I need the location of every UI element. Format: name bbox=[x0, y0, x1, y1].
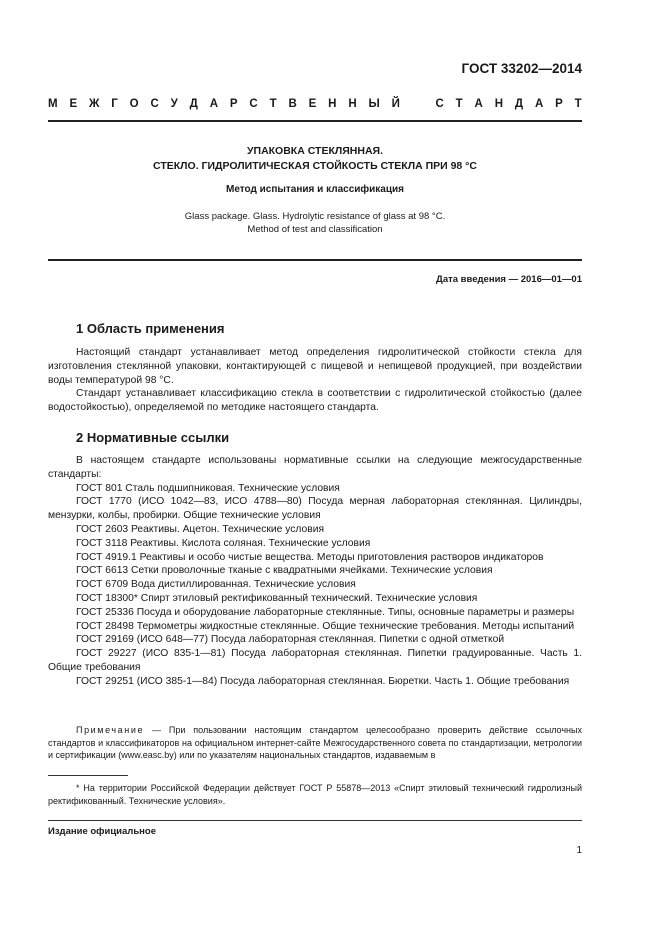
page-number: 1 bbox=[576, 845, 582, 856]
reference-item: ГОСТ 25336 Посуда и оборудование лабораторные стеклянные. Типы, основные параметры и размеры bbox=[76, 606, 575, 618]
banner-letter: А bbox=[474, 98, 483, 110]
title-line-1: УПАКОВКА СТЕКЛЯННАЯ. bbox=[246, 145, 383, 157]
reference-item: ГОСТ 29169 (ИСО 648—77) Посуда лабораторная стеклянная. Пипетки с одной отметкой bbox=[76, 634, 505, 646]
section-2-heading: 2 Нормативные ссылки bbox=[76, 430, 230, 445]
reference-item: ГОСТ 6709 Вода дистиллированная. Технические условия bbox=[76, 579, 356, 591]
english-title bbox=[48, 210, 582, 236]
document-subtitle: Метод испытания и классификация bbox=[225, 184, 404, 195]
note bbox=[48, 724, 582, 762]
banner-letter: Р bbox=[555, 98, 563, 110]
banner-letter: Й bbox=[391, 98, 400, 110]
bottom-rule bbox=[48, 820, 582, 821]
banner-letter: Н bbox=[328, 98, 337, 110]
banner-letter: Т bbox=[574, 98, 582, 110]
normative-references-list bbox=[48, 482, 582, 689]
reference-item: ГОСТ 4919.1 Реактивы и особо чистые вещества. Методы приготовления растворов индикаторов bbox=[76, 551, 544, 563]
banner-letter: С bbox=[249, 98, 258, 110]
reference-item: ГОСТ 801 Сталь подшипниковая. Технические условия bbox=[76, 482, 340, 494]
banner-letter: Ы bbox=[368, 98, 380, 110]
footnote-text: * На территории Российской Федерации действует ГОСТ Р 55878—2013 «Спирт этиловый технический гидролизный ректификованный. Технические условия». bbox=[48, 783, 582, 806]
banner-letter: С bbox=[150, 98, 159, 110]
banner-letter: Н bbox=[494, 98, 504, 110]
banner-letter: Е bbox=[69, 98, 78, 110]
banner-letter: С bbox=[435, 98, 444, 110]
note-label: Примечание bbox=[76, 725, 145, 735]
banner-letter: Н bbox=[348, 98, 357, 110]
interstate-standard-banner bbox=[48, 98, 582, 110]
middle-rule bbox=[48, 259, 582, 261]
document-code: ГОСТ 33202—2014 bbox=[461, 61, 582, 76]
document-title bbox=[48, 144, 582, 174]
reference-item: ГОСТ 2603 Реактивы. Ацетон. Технические условия bbox=[76, 523, 325, 535]
note-text: — При пользовании настоящим стандартом целесообразно проверить действие ссылочных стандартов и классификаторов на официальном интернет-сайте Межгосударственного совета по стандартизации, метрологии и сертификации (www.easc.by) или по указателям национальных стандартов, издаваемым в bbox=[48, 725, 582, 760]
introduction-date: Дата введения — 2016—01—01 bbox=[436, 274, 582, 285]
banner-letter: О bbox=[129, 98, 139, 110]
banner-letter: Р bbox=[229, 98, 238, 110]
section-1-paragraph-2: Стандарт устанавливает классификацию стекла в соответствии с гидролитической стойкостью (далее водостойкостью), определяемой по методике настоящего стандарта. bbox=[48, 388, 582, 414]
banner-letter: Д bbox=[189, 98, 198, 110]
footnote-rule bbox=[48, 775, 128, 776]
reference-item: ГОСТ 18300* Спирт этиловый ректификованный технический. Технические условия bbox=[76, 592, 478, 604]
top-rule bbox=[48, 120, 582, 122]
section-1-body bbox=[48, 346, 582, 415]
banner-letter: А bbox=[534, 98, 544, 110]
english-title-line-2: Method of test and classification bbox=[247, 224, 383, 235]
banner-letter: Е bbox=[308, 98, 317, 110]
banner-letter: Т bbox=[269, 98, 277, 110]
reference-item: ГОСТ 6613 Сетки проволочные тканые с квадратными ячейками. Технические условия bbox=[76, 565, 493, 577]
edition-label: Издание официальное bbox=[48, 826, 156, 837]
section-2-body bbox=[48, 454, 582, 689]
reference-item: ГОСТ 3118 Реактивы. Кислота соляная. Технические условия bbox=[76, 537, 371, 549]
banner-letter: М bbox=[48, 98, 58, 110]
banner-letter: Т bbox=[455, 98, 463, 110]
banner-letter: Д bbox=[514, 98, 524, 110]
reference-item: ГОСТ 28498 Термометры жидкостные стеклянные. Общие технические требования. Методы испытаний bbox=[76, 620, 575, 632]
reference-item: ГОСТ 29251 (ИСО 385-1—84) Посуда лабораторная стеклянная. Бюретки. Часть 1. Общие требования bbox=[76, 675, 570, 687]
banner-letter: У bbox=[170, 98, 178, 110]
banner-letter: А bbox=[209, 98, 219, 110]
english-title-line-1: Glass package. Glass. Hydrolytic resistance of glass at 98 °C. bbox=[184, 211, 446, 222]
footnote bbox=[48, 782, 582, 807]
reference-item: ГОСТ 29227 (ИСО 835-1—81) Посуда лабораторная стеклянная. Пипетки градуированные. Часть 1. Общие требования bbox=[48, 648, 582, 673]
title-line-2: СТЕКЛО. ГИДРОЛИТИЧЕСКАЯ СТОЙКОСТЬ СТЕКЛА ПРИ 98 °С bbox=[153, 160, 477, 172]
section-2-intro: В настоящем стандарте использованы нормативные ссылки на следующие межгосударственные стандарты: bbox=[48, 455, 582, 480]
reference-item: ГОСТ 1770 (ИСО 1042—83, ИСО 4788—80) Посуда мерная лабораторная стеклянная. Цилиндры, мензурки, колбы, пробирки. Общие технические условия bbox=[48, 496, 582, 522]
banner-letter: В bbox=[288, 98, 297, 110]
section-1-paragraph-1: Настоящий стандарт устанавливает метод определения гидролитической стойкости стекла для изготовления стеклянной упаковки, контактирующей с пищевой и непищевой продукцией, при воздействии воды температурой 98 °С. bbox=[48, 347, 582, 386]
banner-letter: Г bbox=[111, 98, 118, 110]
banner-letter: Ж bbox=[88, 98, 100, 110]
section-1-heading: 1 Область применения bbox=[76, 321, 225, 336]
